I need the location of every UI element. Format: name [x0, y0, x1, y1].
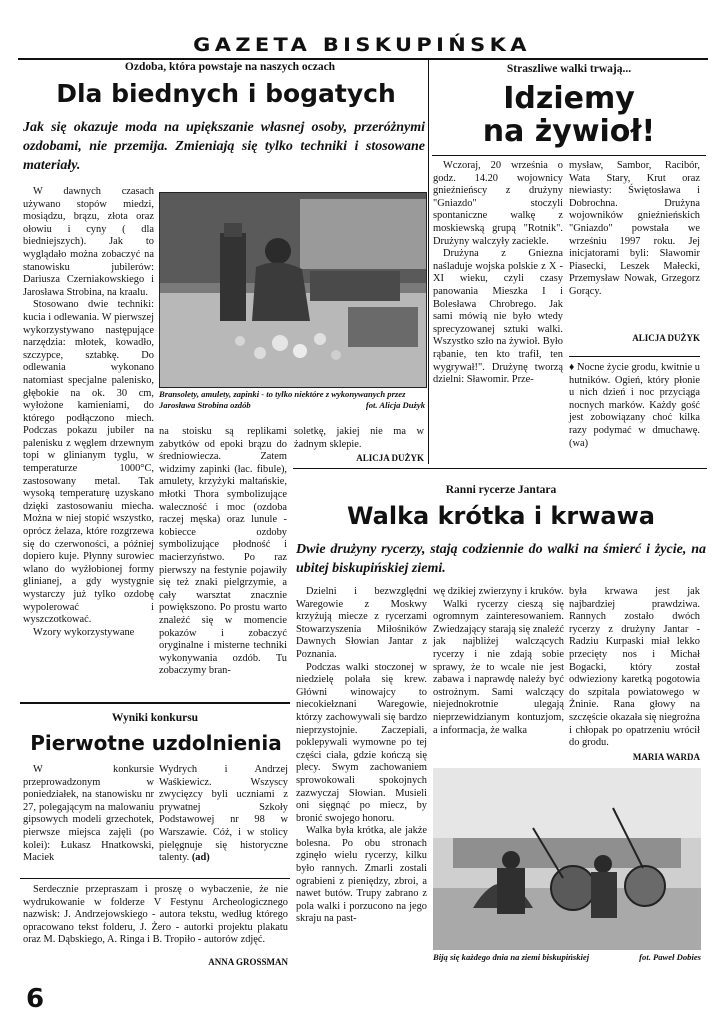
art3-top-rule: [293, 468, 707, 469]
art3-caption-text: Biją się każdego dnia na ziemi biskupińskiej: [433, 952, 590, 962]
art2-col1: [433, 160, 563, 460]
art2-title-line2: na żywioł!: [482, 114, 656, 149]
art3-col2-p1: wę dzikiej zwierzyny i kruków.: [433, 586, 564, 597]
art1-lead: Jak się okazuje moda na upiększanie własnej osoby, przeróżnymi ozdobami, nie przemija. Zmieniają się tylko techniki i stosowane materiały.: [23, 120, 425, 173]
art3-photo-credit: fot. Paweł Dobies: [639, 952, 701, 962]
art4-col2: [159, 764, 288, 865]
art3-lead: Dwie drużyny rycerzy, stają codziennie do walki na śmierć i życie, na ubitej biskupińskiej ziemi.: [296, 542, 706, 576]
masthead-rule: [18, 58, 708, 60]
art3-col2-p2: Walki rycerzy cieszą się ogromnym zainteresowaniem. Zwiedzający starają się znaleźć jak najbliżej walczących rycerzy i nie zdają sobie sprawy, że to wcale nie jest zabawa i naprawdę należy być ostrożnym. Sami walczący niejednokrotnie ulegają nieprzewidzianym kontuzjom, a informacja, że walka: [433, 598, 564, 736]
art3-photo-caption: [433, 952, 701, 963]
jeweler-photo-image: [160, 193, 426, 387]
art1-col2-p1: na stoisku są replikami zabytków od epoki brązu do średniowiecza. Zatem widzimy zapinki (łac. fibule), amulety, krzyżyki maltańskie, młotki Thora symbolizujące waleczność i moc (ozdoba raczej męska) oraz lunule - kobiecce ozdoby symbolizujące płodność i macierzyństwo. Po raz pierwszy na festynie pojawiły się też znaki pielgrzymie, a cały warsztat znacznie powiększono. Po prostu warto znaleźć się w momencie pokazów i zobaczyć oryginalne i misterne techniki wykonywania ozdób. Tu zobaczymy bran-: [159, 426, 287, 677]
art1-col1-p3: Wzory wykorzystywane: [33, 626, 135, 638]
page-number: 6: [26, 984, 45, 1014]
art4-kicker: Wyniki konkursu: [111, 712, 199, 724]
art3-col3-p1: była krwawa jest jak najbardziej prawdziwa. Rannych zostało dwóch rycerzy z drużyny Jantar - Radziu Kurpaski miał lekko przecięty nos i Michał Bogacki, który został odwieziony karetką pogotowia do szpitala powiatowego w Żninie. Rana głowy na szczęście okazała się niegroźna i chłopak po opatrzeniu wrócił do grodu.: [569, 586, 700, 749]
art4-col1: [23, 764, 154, 865]
art2-title-line1: Idziemy: [503, 81, 635, 116]
apology-text: Serdecznie przepraszam i proszę o wybaczenie, że nie wydrukowanie w folderze V Festynu Archeologicznego nazwisk: J. Andrzejowskiego - autora tekstu, według którego opracowano tekst folderu, J. Żero - autorki projektu plakatu oraz M. Dąbskiego, A. Ringa i B. Tropiło - autorów zdjęć.: [23, 884, 288, 946]
art1-author: ALICJA DUŻYK: [356, 453, 424, 463]
art1-title: Dla biednych i bogatych: [56, 79, 396, 108]
art3-author: MARIA WARDA: [632, 752, 700, 762]
brief-rule: [569, 356, 700, 357]
apology-rule: [20, 878, 290, 879]
brief-text: ♦ Nocne życie grodu, kwitnie u hutników. Ogień, który płonie u nich dzień i noc przyciąga nocnych marków. Każdy gość jest zobowiązany choć kilka razy podymać w dmuchawę. (wa): [569, 362, 700, 449]
art1-col1-p2: Stosowano dwie techniki: kucia i odlewania. W pierwszej wykorzystywano następujące narzędzia: młotek, kowadło, szczypce, sztabkę. Do odlewania wykonano natomiast specjalne palenisko, głębokie na ok. 30 cm, wyłożone kamieniami, do którego podłączono miech. Podczas pokazu jubiler na palenisku z węglem drzewnym topi w glinianym tyglu, w temperaturze 1000°C, zastosowany metal. Tak wysoką temperaturę uzyskano dzięki zastosowaniu miecha. Można w niej stopić wszystko, oprócz żelaza, które rozgrzewa się do czerwoności, a później dopiero kuje. Płynny surowiec wlano do wyżłobionej formy glinianej, a gdy wystygnie wystarczy już tylko ozdobę wypolerować i wyszczotkować.: [23, 299, 154, 626]
art4-col2-p1: Wydrych i Andrzej Waśkiewicz. Wszyscy zwycięzcy byli uczniami z prywatnej Szkoły Podstawowej nr 98 w Warszawie. Cóż, i w stolicy pielęgnuje się historyczne talenty. (ad): [159, 764, 288, 864]
knights-photo: [433, 768, 701, 950]
art2-col2: [569, 160, 700, 299]
art3-col2: [433, 586, 564, 737]
art2-col1-p1: Wczoraj, 20 września o godz. 14.20 wojownicy gnieźnieńscy z drużyny "Gniazdo" stoczyli spontaniczne walkę z moskiewską grupą "Rotnik". Drużyny walczyły zaciekle.: [433, 160, 563, 247]
art1-col1: [23, 186, 154, 698]
art1-photo-credit: fot. Alicja Dużyk: [365, 400, 425, 410]
art1-col3: [294, 426, 424, 451]
masthead: GAZETA BISKUPIŃSKA: [193, 34, 531, 56]
art2-author: ALICJA DUŻYK: [632, 333, 700, 343]
art2-title-rule: [432, 155, 706, 156]
brief: [569, 362, 700, 450]
art3-kicker: Ranni rycerze Jantara: [445, 484, 557, 496]
art4-sign: (ad): [191, 852, 210, 864]
art3-col1-p1: Dzielni i bezwzględni Waregowie z Moskwy krzyżują miecze z rycerzami Stowarzyszenia Miłośników Dawnych Słowian Jantar z Poznania.: [296, 586, 427, 660]
brief-sign: (wa): [569, 437, 589, 449]
column-divider: [428, 60, 429, 464]
art3-title: Walka krótka i krwawa: [347, 502, 655, 530]
art1-col1-p1: W dawnych czasach używano stopów miedzi, mosiądzu, brązu, złota oraz ołowiu i cyny ( dla biedniejszych). Jak to wyglądało można zobaczyć na stanowisku jubilerów: Dariusza Czerniakowskiego i Jarosława Strobina, na kraalu.: [23, 186, 154, 298]
art3-col1-p2: Podczas walki stoczonej w niedzielę polała się krew. Główni winowajcy to niecokiełznani Waregowie, którzy zachowywali się bardzo nieprzystojnie. Zaczepiali, poklepywali wymowne po tej części ciała, gdzie kończą się plecy. Swym zachowaniem sprowokowali spokojnych zazwyczaj Słowian. Musieli oni sięgnąć po miecz, by bronić swojego honoru.: [296, 661, 427, 824]
knights-photo-image: [433, 768, 701, 950]
art4-col1-p1: W konkursie przeprowadzonym w poniedziałek, na stanowisku nr 27, polegającym na malowaniu gipsowych modeli grzechotek, pierwsze miejsca zajęli (po kolei): Łukasz Hnatkowski, Maciek: [23, 764, 154, 864]
art4-title: Pierwotne uzdolnienia: [30, 731, 282, 755]
jeweler-photo: [159, 192, 427, 388]
art2-col1-p2: Drużyna z Gniezna naśladuje wojska polskie z X - XI wieku, czyli czasy panowania Mieszka I i Bolesława Chrobrego. Jak sami mówią nie było wtedy sprecyzowanej sztuki walki. Wszystko szło na żywioł. Było rąbanie, ten kto trafił, ten wygrywał!". Drużynę tworzą dzielni: Sławomir. Prze-: [433, 248, 563, 386]
art4-top-rule: [20, 702, 290, 704]
art1-caption-text: Bransolety, amulety, zapinki - to tylko niektóre z wykonywanych przez Jarosława Strobina ozdób: [159, 389, 406, 410]
art2-col2-p1: mysław, Sambor, Racibór, Wata Stary, Krut oraz niewiasty: Świętosława i Dobrochna. Drużyna wojowników gnieźnieńskich "Gniazdo" powstała we wrześniu 1997 roku. Jej inicjatorami byli: Sławomir Piasecki, Leszek Małecki, Przemysław Nowak, Grzegorz Gorący.: [569, 160, 700, 297]
art3-col1-p3: Walka była krótka, ale jakże bolesna. Po obu stronach zginęło wielu rycerzy, kilku było rannych. Zmarli zostali ograbieni z pieniędzy, zbroi, a nawet butów. Trupy zabrano z pola walki i porzucono na jego skraju na past-: [296, 825, 427, 925]
apology: [23, 884, 288, 947]
art3-col1: [296, 586, 427, 980]
art1-photo-caption: [159, 389, 425, 411]
apology-author: ANNA GROSSMAN: [208, 957, 288, 967]
art3-col3: [569, 586, 700, 750]
art1-col3-p1: soletkę, jakiej nie ma w żadnym sklepie.: [294, 426, 424, 450]
art1-col2: [159, 426, 287, 694]
art2-kicker: Straszliwe walki trwają...: [506, 63, 632, 75]
art1-kicker: Ozdoba, która powstaje na naszych oczach: [124, 61, 336, 73]
